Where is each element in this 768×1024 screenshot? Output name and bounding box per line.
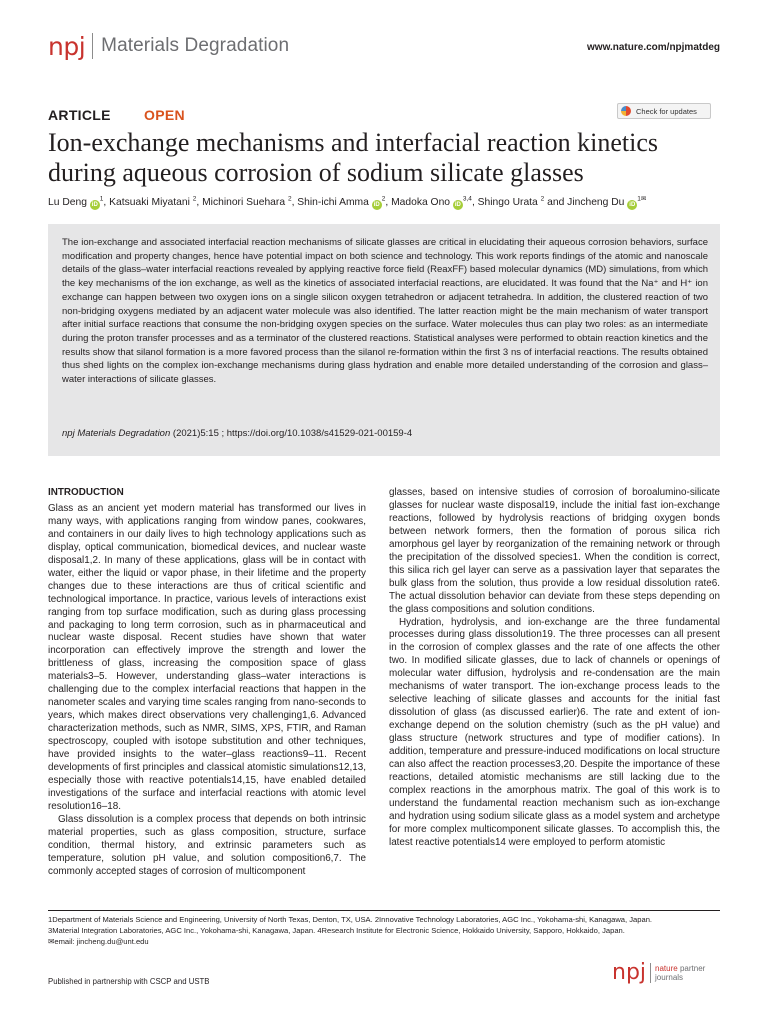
author-affiliation-sup: 3,4 [462, 195, 472, 203]
footer-logo-nature: nature [655, 964, 678, 973]
body-column-left [48, 487, 366, 879]
body-column-right [389, 487, 720, 850]
citation-doi[interactable]: (2021)5:15 ; https://doi.org/10.1038/s41529-021-00159-4 [170, 428, 413, 439]
footnote-line: ✉email: jincheng.du@unt.edu [48, 937, 149, 946]
journal-name: Materials Degradation [101, 35, 290, 56]
article-title: Ion-exchange mechanisms and interfacial reaction kinetics during aqueous corrosion of sodium silicate glasses [48, 128, 659, 187]
orcid-icon[interactable]: iD [91, 202, 98, 208]
orcid-icon[interactable]: iD [454, 202, 461, 208]
body-paragraph: Glass dissolution is a complex process that depends on both intrinsic material properties, such as glass composition, structure, surface condition, thermal history, and extrinsic parameters such as temperature, solution pH value, and solution composition6,7. The commonly accepted stages of corrosion of multicomponent [48, 813, 366, 877]
orcid-icon[interactable]: iD [629, 202, 636, 208]
citation-line[interactable] [62, 428, 708, 439]
body-paragraph: glasses, based on intensive studies of corrosion of boroalumino-silicate glasses for nuclear waste disposal19, include the initial fast ion-exchange reactions, followed by hydrolysis reactions of bridging oxygen bonds between network formers, then the formation of porous silica rich amorphous gel layer by reorganization of the remaining network or through the precipitation of the dissolved species1. When the condition is correct, this silica rich gel layer can serve as a passivation layer that separates the bulk glass from the solution, thus provide a low residual dissolution rate6. The actual dissolution behavior can deviate from these steps depending on the glass compositions and solution conditions. [389, 487, 720, 615]
author-name[interactable]: Lu Deng [48, 197, 90, 208]
left-column-paragraphs [48, 503, 366, 879]
author-affiliation-sup: 1 [99, 195, 104, 203]
check-for-updates-label: Check for updates [636, 106, 697, 116]
footer-npj-mark: npj [612, 960, 647, 985]
citation-journal: npj Materials Degradation [62, 428, 171, 439]
author-name[interactable]: Jincheng Du [567, 197, 628, 208]
crossmark-icon [621, 106, 631, 116]
check-for-updates-button[interactable] [617, 103, 711, 119]
abstract-text: The ion-exchange and associated interfacial reaction mechanisms of silicate glasses are critical in elucidating their aqueous corrosion behaviors, surface modification and property changes, hence have potential impact on both science and technology. This work reports findings of the atomic and nanoscale details of the glass–water interfacial reactions revealed by applying reactive force field (ReaxFF) based molecular dynamics (MD) simulations, from which the key mechanisms of the ion exchange, as well as the kinetics of associated interfacial reactions, are elucidated. It was found that the Na⁺ and H⁺ ion exchange can happen between two oxygen ions on a single silicon oxygen tetrahedron or adjacent tetrahedra. In addition, the clustered reaction of two non-bridging oxygens mediated by an adjacent water molecule was also identified. The latter reaction might be the main mechanism of water transport after initial surface reactions that consume the non-bridging oxygen species on the surface. Water molecules thus can play two roles: as an intermediate during the proton transfer processes and as a terminator of the clustered reactions. Statistical analyses were performed to obtain reaction kinetics and the results show that silanol formation is a more favored process than the silanol re-formation within the first 3 ns of interfacial reactions. The results obtained thus shed lights on the complex ion-exchange mechanisms during glass hydration and enable more detailed understanding of the corrosion and glass–water interactions of silicate glasses. [62, 237, 708, 386]
footnote-divider [48, 910, 720, 911]
author-name[interactable]: Shingo Urata [477, 197, 541, 208]
body-paragraph: Glass as an ancient yet modern material has transformed our lives in many ways, with applications ranging from window panes, cookwares, and containers in our daily lives to high technology applications such as display, optical communication, biomedical devices, and nuclear waste disposal1,2. In many of these applications, glass will be in contact with water, either the liquid or vapor phase, in their lifetime and the property changes due to these interactions are thus of critical scientific and technological importance. In practice, various levels of interactions exist ranging from top surface modification, such as during glass processing and packaging to long term corrosion, such as in pharmaceutical and nuclear waste disposal. Recent studies have shown that water incorporation can effectively improve the strength and lower the brittleness of glass, increasing the composition space of glass materials3–5. However, understanding glass–water interactions is challenging due to the complex interfacial reactions that happen in the nanometer scales and varying time scales ranging from nano-seconds to years, which makes direct observations very challenging1,6. Advanced characterization methods, such as NMR, SIMS, XPS, FTIR, and Raman spectroscopy, coupled with isotope substitution and other techniques, have provided insights to the water–glass reactions9–11. Recent developments of first principles and classical atomistic simulations12,13, especially those with reactive potentials14,15, have enabled detailed investigations of the surface and interfacial reactions with atomic level resolution16–18. [48, 502, 366, 812]
footer-logo-divider [650, 963, 651, 983]
article-type-label: ARTICLE [48, 107, 111, 123]
logo-divider [92, 33, 93, 59]
author-name[interactable]: Michinori Suehara [202, 197, 288, 208]
nature-partner-journals-logo [612, 962, 705, 984]
author-affiliation-sup: 2 [381, 195, 386, 203]
journal-url[interactable]: www.nature.com/npjmatdeg [587, 42, 720, 53]
section-heading-introduction: INTRODUCTION [48, 487, 124, 498]
footer-logo-partner: partner [679, 964, 706, 973]
footer-logo-text [655, 964, 705, 982]
footnote-line: 3Material Integration Laboratories, AGC Inc., Yokohama-shi, Kanagawa, Japan. 4Research Institute for Electronic Science, Hokkaido University, Sapporo, Hokkaido, Japan. [48, 926, 625, 935]
body-paragraph: Hydration, hydrolysis, and ion-exchange are the three fundamental processes during glass dissolution19. The three processes can all present in the corrosion of complex glasses and the rate of one affects the other two. In modified silicate glasses, due to lack of channels or openings of molecular water diffusion, hydrolysis and re-condensation are the main mechanisms of water transport. The ion-exchange process leads to the selective leaching of silicate glasses and accounts for the initial fast dissolution of glass (as discussed earlier)6. The rate and extent of ion-exchange depend on the solution chemistry (such as the pH value) and glass structure (network structures and type of modifier cations). In addition, temperature and pressure-induced modifications on local structure can also affect the reaction processes3,20. Despite the importance of these reactions, detailed atomistic mechanisms are still lacking due to the complex reactions in the amorphous matrix. The goal of this work is to understand the fundamental reaction mechanism such as ion-exchange and hydration using sodium silicate glass as a model system and archetype for more complex multicomponent silicate glasses. To accomplish this, the latest reactive potentials14 were employed to perform atomistic [389, 616, 720, 848]
footer-logo-journals: journals [655, 973, 684, 982]
author-name[interactable]: Shin-ichi Amma [297, 197, 372, 208]
author-name[interactable]: Madoka Ono [391, 197, 453, 208]
npj-logo-mark: npj [48, 31, 86, 61]
author-affiliation-sup: 2 [192, 195, 197, 203]
orcid-icon[interactable]: iD [373, 202, 380, 208]
author-list: Lu Deng $iD^1$, Katsuaki Miyatani $^2$, Michinori Suehara $^2$, Shin-ichi Amma $iD^2$, Madoka Ono iD$^{3,4}$, Shingo Urata $^2$ and Jincheng Du $iD^{1✉}$ [48, 195, 647, 208]
footnote-line: 1Department of Materials Science and Engineering, University of North Texas, Denton, TX, USA. 2Innovative Technology Laboratories, AGC Inc., Yokohama-shi, Kanagawa, Japan. [48, 915, 653, 924]
author-affiliation-sup: 2 [540, 195, 545, 203]
journal-logo[interactable] [48, 30, 289, 62]
author-affiliation-sup: 2 [287, 195, 292, 203]
publisher-partnership-note: Published in partnership with CSCP and USTB [48, 977, 210, 986]
affiliation-footnotes [48, 914, 720, 947]
right-column-paragraphs [389, 487, 720, 850]
open-access-label: OPEN [144, 107, 185, 123]
author-affiliation-sup: 1✉ [637, 195, 647, 203]
author-name[interactable]: Katsuaki Miyatani [109, 197, 193, 208]
